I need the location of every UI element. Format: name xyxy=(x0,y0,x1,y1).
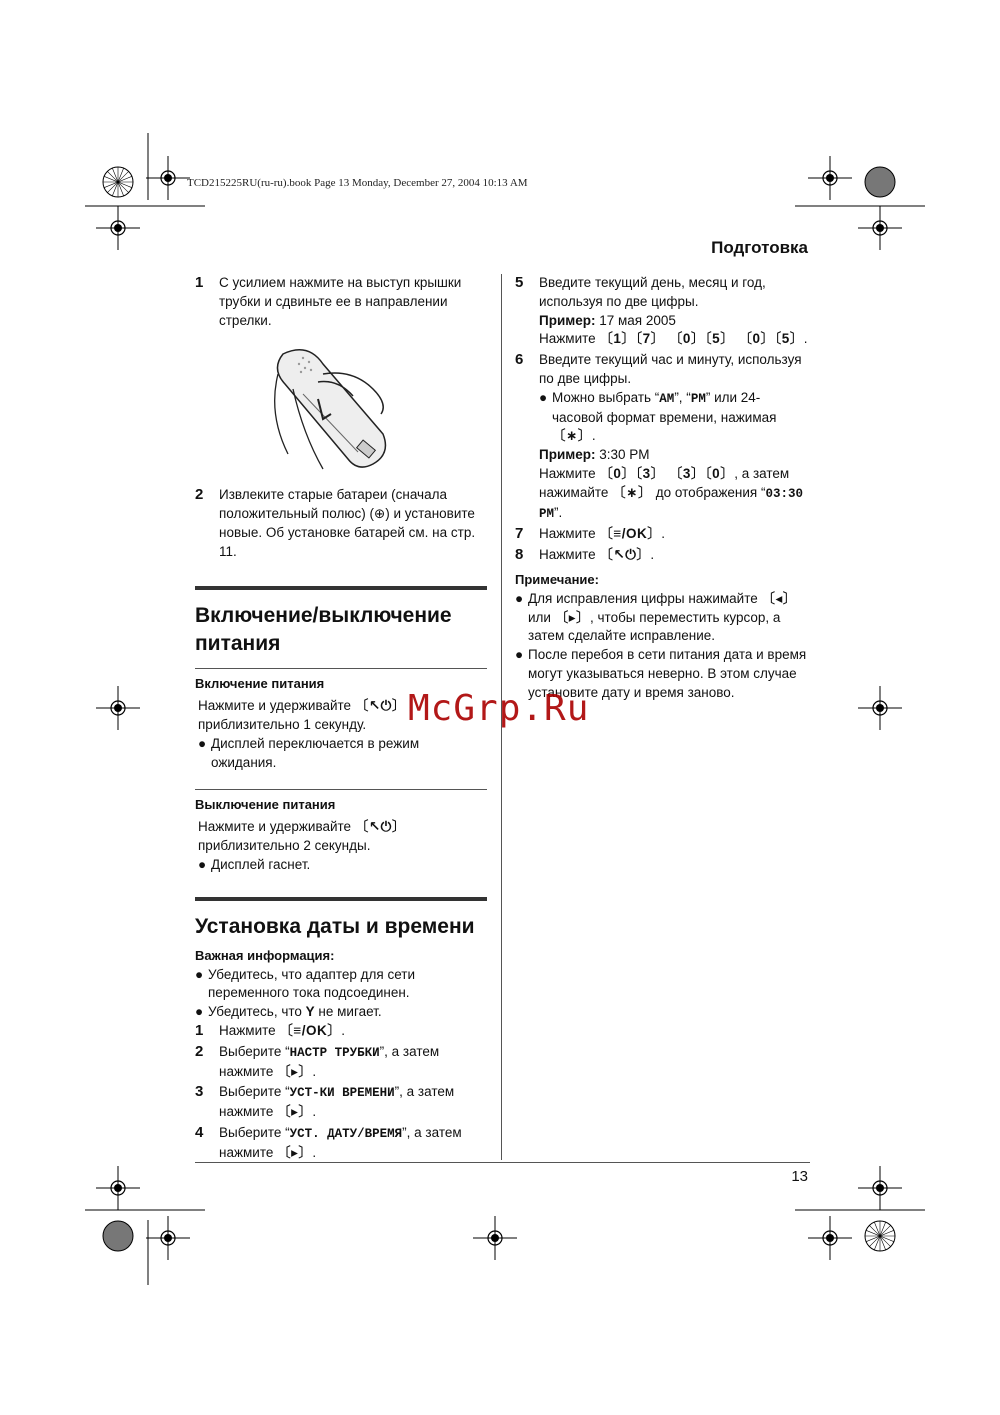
step-text xyxy=(539,546,810,565)
page-number: 13 xyxy=(791,1168,808,1185)
note-bullet-1 xyxy=(515,590,810,646)
right-key: 〔▸〕 xyxy=(277,1063,313,1079)
example xyxy=(539,446,810,465)
step-7 xyxy=(515,525,810,544)
bullet-icon: ● xyxy=(195,966,204,982)
text: ”, а затем нажмите xyxy=(219,1084,455,1120)
text: , а затем нажимайте xyxy=(539,465,790,500)
bullet-icon: ● xyxy=(198,856,207,872)
text: После перебоя в сети питания дата и время могут указываться неверно. В этом случае установите дату и время заново. xyxy=(528,647,807,700)
power-key-icon: 〔↖⏻〕 xyxy=(354,698,406,714)
step-text-a: Извлеките старые батареи (сначала положительный полюс) ( xyxy=(219,487,447,522)
section-title: Подготовка xyxy=(711,238,808,257)
power-off-bullet xyxy=(195,856,487,875)
right-key: 〔▸〕 xyxy=(277,1104,313,1120)
power-key-icon: 〔↖⏻〕 xyxy=(599,547,651,563)
step-number: 5 xyxy=(515,274,524,291)
power-off-block xyxy=(195,789,487,875)
step-number: 1 xyxy=(195,1021,204,1039)
text: Выберите “ xyxy=(219,1084,290,1100)
text: , чтобы переместить курсор, а затем сделайте исправление. xyxy=(528,609,781,644)
text: или xyxy=(528,609,555,625)
text: ”, “ xyxy=(674,389,691,405)
important-title: Важная информация: xyxy=(195,947,335,963)
bullet-icon: ● xyxy=(515,590,524,606)
dt-step-1 xyxy=(195,1022,487,1041)
display-text: УСТ. ДАТУ/ВРЕМЯ xyxy=(289,1126,403,1141)
step-number: 2 xyxy=(195,486,204,504)
display-text: 03:30 PM xyxy=(539,486,803,521)
dt-step-3 xyxy=(195,1083,487,1122)
power-on-bullet xyxy=(195,735,487,773)
power-on-title: Включение питания xyxy=(195,675,325,691)
power-heading: Включение/выключение питания xyxy=(195,603,452,655)
text: ”, а затем нажмите xyxy=(219,1043,440,1079)
display-text: УСТ-КИ ВРЕМЕНИ xyxy=(289,1086,395,1101)
text: . xyxy=(312,1104,317,1120)
text: до отображения “ xyxy=(651,484,766,500)
power-off-text xyxy=(195,818,487,856)
menu-ok-key: 〔≡/OK〕 xyxy=(599,526,662,542)
step-5 xyxy=(515,274,810,349)
right-column xyxy=(515,274,810,703)
power-key-icon: 〔↖⏻〕 xyxy=(354,819,406,835)
note-title: Примечание: xyxy=(515,571,599,587)
display-text: AM xyxy=(659,391,675,406)
text: ”. xyxy=(554,504,563,520)
step-2 xyxy=(195,486,487,561)
step-text xyxy=(219,1083,487,1122)
right-key: 〔▸〕 xyxy=(277,1144,313,1160)
step-number: 1 xyxy=(195,274,204,291)
step-8 xyxy=(515,546,810,565)
step-number: 2 xyxy=(195,1042,204,1060)
menu-ok-key: 〔≡/OK〕 xyxy=(279,1022,342,1038)
text: Можно выбрать “ xyxy=(552,389,660,405)
step-text xyxy=(539,525,810,544)
text: Дисплей переключается в режим ожидания. xyxy=(211,735,420,770)
text: ” или 24-часовой формат времени, нажимая xyxy=(552,389,777,425)
bullet-icon: ● xyxy=(539,389,548,405)
important-bullet-1 xyxy=(195,966,487,1004)
example-label: Пример: xyxy=(539,312,596,328)
example-label: Пример: xyxy=(539,447,596,463)
example-keys xyxy=(539,465,810,523)
watermark: McGrp.Ru xyxy=(408,688,590,729)
text: 3:30 PM xyxy=(595,447,650,463)
plus-pole-icon: ⊕ xyxy=(373,506,386,522)
bullet-icon: ● xyxy=(515,647,524,663)
text: . xyxy=(341,1022,346,1038)
text: ”, а затем нажмите xyxy=(219,1124,462,1160)
display-text: НАСТР ТРУБКИ xyxy=(289,1045,380,1060)
star-key: 〔∗〕 xyxy=(612,484,652,500)
bullet-icon: ● xyxy=(198,735,207,751)
bullet-icon: ● xyxy=(195,1004,204,1020)
text: . xyxy=(312,1063,317,1079)
step-1 xyxy=(195,274,487,330)
text: Выберите “ xyxy=(219,1124,290,1140)
text: приблизительно 2 секунды. xyxy=(198,838,371,854)
text: не мигает. xyxy=(314,1004,382,1020)
text: Выберите “ xyxy=(219,1043,290,1059)
text: Нажмите и удерживайте xyxy=(198,819,355,835)
power-off-title: Выключение питания xyxy=(195,796,336,812)
footer-rule xyxy=(195,1162,810,1163)
text: Нажмите xyxy=(539,547,600,563)
text: Убедитесь, что адаптер для сети переменного тока подсоединен. xyxy=(208,966,415,1001)
power-section xyxy=(195,586,487,875)
text: . xyxy=(661,526,666,542)
star-key: 〔∗〕 xyxy=(552,428,592,444)
step-6 xyxy=(515,351,810,523)
step-number: 7 xyxy=(515,525,524,543)
step-number: 3 xyxy=(195,1083,204,1101)
print-header: TCD215225RU(ru-ru).book Page 13 Monday, December 27, 2004 10:13 AM xyxy=(187,177,528,189)
text: приблизительно 1 секунду. xyxy=(198,717,367,733)
step-text xyxy=(219,1043,487,1082)
text: 17 мая 2005 xyxy=(595,312,676,328)
step-text xyxy=(219,486,487,561)
text: . xyxy=(591,428,596,444)
text: . xyxy=(803,331,808,347)
text: Нажмите xyxy=(219,1022,280,1038)
digit-keys: 〔1〕〔7〕 〔0〕〔5〕 〔0〕〔5〕 xyxy=(599,331,804,347)
dt-step-4 xyxy=(195,1124,487,1163)
step-text xyxy=(219,1124,487,1163)
step-text-b: ) и установите новые. Об установке батарей см. на стр. 11. xyxy=(219,506,476,559)
text: Дисплей гаснет. xyxy=(211,856,311,872)
text: Для исправления цифры нажимайте xyxy=(528,590,762,606)
digit-keys: 〔0〕〔3〕 〔3〕〔0〕 xyxy=(599,465,735,481)
text: . xyxy=(650,547,655,563)
important-bullet-2 xyxy=(195,1003,487,1022)
step-text xyxy=(539,274,810,349)
text: Введите текущий час и минуту, используя по две цифры. xyxy=(539,352,802,386)
left-key: 〔◂〕 xyxy=(761,590,797,606)
text: Нажмите xyxy=(539,465,600,481)
text: Введите текущий день, месяц и год, используя по две цифры. xyxy=(539,275,766,309)
step-number: 6 xyxy=(515,351,524,369)
antenna-icon: Y xyxy=(305,1004,315,1020)
step-text: С усилием нажмите на выступ крышки трубки и сдвиньте ее в направлении стрелки. xyxy=(219,275,462,328)
step-number: 8 xyxy=(515,546,524,564)
text: Нажмите xyxy=(539,526,600,542)
right-key: 〔▸〕 xyxy=(554,609,590,625)
step-6-bullet xyxy=(539,389,810,446)
text: Убедитесь, что xyxy=(208,1004,306,1020)
display-text: PM xyxy=(690,391,706,406)
text: Нажмите и удерживайте xyxy=(198,698,355,714)
datetime-heading: Установка даты и времени xyxy=(195,914,475,938)
dt-step-2 xyxy=(195,1043,487,1082)
step-text xyxy=(539,351,810,523)
datetime-section xyxy=(195,897,487,1163)
battery-cover-illustration xyxy=(263,344,413,474)
example-keys xyxy=(539,330,810,349)
step-number: 4 xyxy=(195,1123,204,1141)
step-text xyxy=(219,1022,487,1041)
text: . xyxy=(312,1144,317,1160)
text: Нажмите xyxy=(539,331,600,347)
example xyxy=(539,312,810,331)
